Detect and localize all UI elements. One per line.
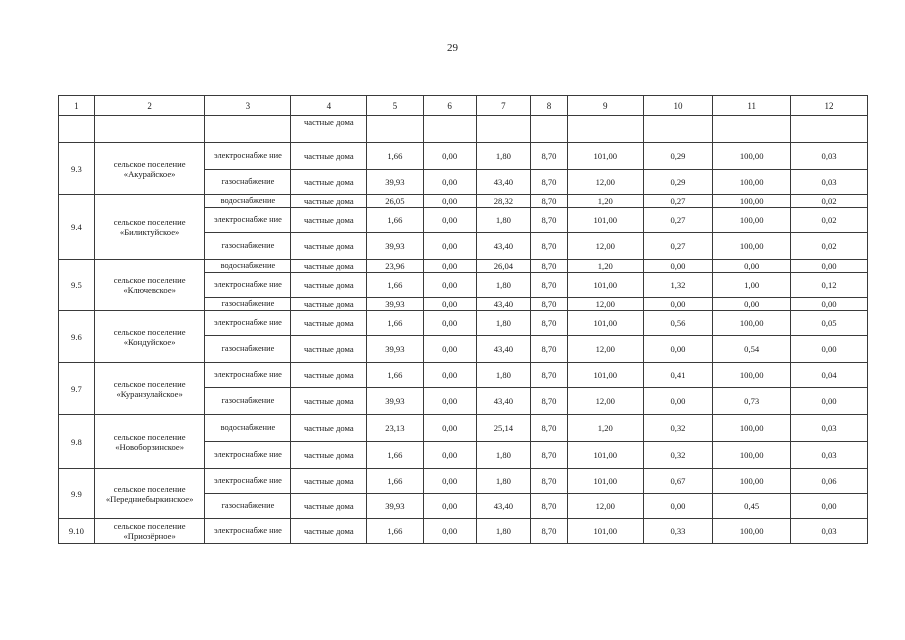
header-cell: 5 xyxy=(367,96,423,116)
service-cell: газоснабжение xyxy=(205,494,291,519)
value-cell: 0,67 xyxy=(643,469,713,494)
value-cell: 0,00 xyxy=(423,442,476,469)
value-cell: 0,27 xyxy=(643,208,713,233)
value-cell: 12,00 xyxy=(567,233,643,260)
value-cell: 8,70 xyxy=(531,415,568,442)
group-number-cell: 9.7 xyxy=(59,363,95,415)
value-cell: 100,00 xyxy=(713,311,791,336)
value-cell: 39,93 xyxy=(367,388,423,415)
value-cell: 8,70 xyxy=(531,519,568,544)
value-cell: 100,00 xyxy=(713,170,791,195)
value-cell: 0,33 xyxy=(643,519,713,544)
value-cell: 1,66 xyxy=(367,519,423,544)
value-cell: 8,70 xyxy=(531,388,568,415)
service-cell: электроснабже ние xyxy=(205,311,291,336)
value-cell: 100,00 xyxy=(713,415,791,442)
service-cell: электроснабже ние xyxy=(205,519,291,544)
value-cell: 8,70 xyxy=(531,494,568,519)
value-cell: 0,41 xyxy=(643,363,713,388)
table-cell xyxy=(367,116,423,143)
settlement-cell: сельское поселение «Приозёрное» xyxy=(94,519,205,544)
header-row xyxy=(59,96,868,116)
service-cell: электроснабже ние xyxy=(205,208,291,233)
service-cell: водоснабжение xyxy=(205,415,291,442)
value-cell: 1,80 xyxy=(476,273,530,298)
header-cell: 2 xyxy=(94,96,205,116)
value-cell: 39,93 xyxy=(367,298,423,311)
table-row xyxy=(59,195,868,208)
value-cell: 1,20 xyxy=(567,195,643,208)
value-cell: 26,05 xyxy=(367,195,423,208)
value-cell: 0,00 xyxy=(423,143,476,170)
table-body xyxy=(59,96,868,544)
table-cell xyxy=(531,116,568,143)
value-cell: 1,80 xyxy=(476,363,530,388)
value-cell: 1,80 xyxy=(476,469,530,494)
value-cell: 12,00 xyxy=(567,336,643,363)
housing-cell: частные дома xyxy=(291,469,367,494)
value-cell: 0,00 xyxy=(423,208,476,233)
value-cell: 1,00 xyxy=(713,273,791,298)
value-cell: 26,04 xyxy=(476,260,530,273)
value-cell: 8,70 xyxy=(531,298,568,311)
value-cell: 0,32 xyxy=(643,415,713,442)
housing-cell: частные дома xyxy=(291,143,367,170)
value-cell: 12,00 xyxy=(567,494,643,519)
service-cell: электроснабже ние xyxy=(205,442,291,469)
value-cell: 100,00 xyxy=(713,363,791,388)
service-cell: электроснабже ние xyxy=(205,143,291,170)
value-cell: 101,00 xyxy=(567,273,643,298)
value-cell: 0,04 xyxy=(791,363,868,388)
housing-cell: частные дома xyxy=(291,195,367,208)
value-cell: 1,80 xyxy=(476,208,530,233)
value-cell: 0,00 xyxy=(423,273,476,298)
service-cell: газоснабжение xyxy=(205,336,291,363)
value-cell: 1,80 xyxy=(476,311,530,336)
service-cell: газоснабжение xyxy=(205,388,291,415)
value-cell: 0,00 xyxy=(423,336,476,363)
value-cell: 0,27 xyxy=(643,233,713,260)
value-cell: 0,00 xyxy=(423,494,476,519)
value-cell: 1,20 xyxy=(567,415,643,442)
value-cell: 0,00 xyxy=(791,388,868,415)
group-number-cell: 9.9 xyxy=(59,469,95,519)
header-cell: 7 xyxy=(476,96,530,116)
value-cell: 1,80 xyxy=(476,519,530,544)
table-row xyxy=(59,415,868,442)
header-cell: 6 xyxy=(423,96,476,116)
group-number-cell: 9.4 xyxy=(59,195,95,260)
housing-cell: частные дома xyxy=(291,494,367,519)
value-cell: 101,00 xyxy=(567,208,643,233)
value-cell: 25,14 xyxy=(476,415,530,442)
table-cell xyxy=(713,116,791,143)
value-cell: 8,70 xyxy=(531,195,568,208)
value-cell: 28,32 xyxy=(476,195,530,208)
value-cell: 39,93 xyxy=(367,336,423,363)
value-cell: 0,00 xyxy=(643,298,713,311)
table-cell xyxy=(94,116,205,143)
table-cell xyxy=(423,116,476,143)
value-cell: 0,00 xyxy=(643,336,713,363)
value-cell: 12,00 xyxy=(567,170,643,195)
value-cell: 101,00 xyxy=(567,469,643,494)
value-cell: 0,00 xyxy=(643,260,713,273)
settlement-cell: сельское поселение «Новоборзинское» xyxy=(94,415,205,469)
value-cell: 0,29 xyxy=(643,143,713,170)
value-cell: 100,00 xyxy=(713,195,791,208)
table-row xyxy=(59,143,868,170)
settlement-cell: сельское поселение «Акурайское» xyxy=(94,143,205,195)
value-cell: 8,70 xyxy=(531,363,568,388)
value-cell: 100,00 xyxy=(713,469,791,494)
value-cell: 101,00 xyxy=(567,143,643,170)
header-cell: 3 xyxy=(205,96,291,116)
table-cell xyxy=(59,116,95,143)
value-cell: 43,40 xyxy=(476,336,530,363)
table-cell xyxy=(205,116,291,143)
value-cell: 100,00 xyxy=(713,143,791,170)
value-cell: 0,29 xyxy=(643,170,713,195)
value-cell: 39,93 xyxy=(367,233,423,260)
value-cell: 0,00 xyxy=(791,494,868,519)
value-cell: 0,00 xyxy=(423,415,476,442)
value-cell: 8,70 xyxy=(531,469,568,494)
housing-cell: частные дома xyxy=(291,363,367,388)
value-cell: 101,00 xyxy=(567,519,643,544)
value-cell: 39,93 xyxy=(367,494,423,519)
value-cell: 0,03 xyxy=(791,442,868,469)
table-row xyxy=(59,260,868,273)
housing-cell: частные дома xyxy=(291,415,367,442)
settlement-cell: сельское поселение «Кондуйское» xyxy=(94,311,205,363)
value-cell: 1,66 xyxy=(367,143,423,170)
value-cell: 12,00 xyxy=(567,388,643,415)
settlement-cell: сельское поселение «Куранзулайское» xyxy=(94,363,205,415)
group-number-cell: 9.8 xyxy=(59,415,95,469)
value-cell: 0,00 xyxy=(791,298,868,311)
value-cell: 1,66 xyxy=(367,469,423,494)
service-cell: газоснабжение xyxy=(205,233,291,260)
service-cell: электроснабже ние xyxy=(205,469,291,494)
value-cell: 100,00 xyxy=(713,233,791,260)
value-cell: 43,40 xyxy=(476,170,530,195)
housing-cell: частные дома xyxy=(291,442,367,469)
header-cell: 4 xyxy=(291,96,367,116)
value-cell: 0,00 xyxy=(713,298,791,311)
housing-cell: частные дома xyxy=(291,208,367,233)
value-cell: 23,13 xyxy=(367,415,423,442)
value-cell: 0,00 xyxy=(643,494,713,519)
value-cell: 0,00 xyxy=(423,260,476,273)
value-cell: 0,00 xyxy=(791,260,868,273)
value-cell: 0,32 xyxy=(643,442,713,469)
value-cell: 0,00 xyxy=(423,519,476,544)
value-cell: 1,80 xyxy=(476,143,530,170)
value-cell: 0,54 xyxy=(713,336,791,363)
value-cell: 0,00 xyxy=(423,388,476,415)
header-cell: 8 xyxy=(531,96,568,116)
table-row xyxy=(59,363,868,388)
settlement-cell: сельское поселение «Передниебыркинское» xyxy=(94,469,205,519)
value-cell: 0,27 xyxy=(643,195,713,208)
group-number-cell: 9.10 xyxy=(59,519,95,544)
value-cell: 101,00 xyxy=(567,311,643,336)
service-cell: электроснабже ние xyxy=(205,273,291,298)
value-cell: 8,70 xyxy=(531,143,568,170)
value-cell: 0,02 xyxy=(791,195,868,208)
header-cell: 12 xyxy=(791,96,868,116)
value-cell: 8,70 xyxy=(531,260,568,273)
table-cell xyxy=(791,116,868,143)
value-cell: 8,70 xyxy=(531,442,568,469)
value-cell: 0,03 xyxy=(791,415,868,442)
table-cell xyxy=(567,116,643,143)
value-cell: 0,00 xyxy=(423,311,476,336)
housing-cell: частные дома xyxy=(291,298,367,311)
housing-cell: частные дома xyxy=(291,233,367,260)
value-cell: 0,02 xyxy=(791,208,868,233)
header-cell: 11 xyxy=(713,96,791,116)
value-cell: 100,00 xyxy=(713,442,791,469)
value-cell: 1,66 xyxy=(367,311,423,336)
housing-cell: частные дома xyxy=(291,170,367,195)
group-number-cell: 9.6 xyxy=(59,311,95,363)
value-cell: 0,00 xyxy=(423,298,476,311)
value-cell: 1,66 xyxy=(367,208,423,233)
table-row xyxy=(59,519,868,544)
tariff-table xyxy=(58,95,868,544)
housing-cell: частные дома xyxy=(291,388,367,415)
housing-cell: частные дома xyxy=(291,311,367,336)
value-cell: 0,73 xyxy=(713,388,791,415)
header-cell: 9 xyxy=(567,96,643,116)
value-cell: 8,70 xyxy=(531,170,568,195)
value-cell: 0,03 xyxy=(791,170,868,195)
value-cell: 43,40 xyxy=(476,388,530,415)
value-cell: 0,00 xyxy=(423,363,476,388)
value-cell: 0,03 xyxy=(791,143,868,170)
value-cell: 100,00 xyxy=(713,519,791,544)
header-cell: 1 xyxy=(59,96,95,116)
header-cell: 10 xyxy=(643,96,713,116)
value-cell: 0,00 xyxy=(423,195,476,208)
value-cell: 8,70 xyxy=(531,273,568,298)
service-cell: водоснабжение xyxy=(205,195,291,208)
value-cell: 0,06 xyxy=(791,469,868,494)
table-cell xyxy=(643,116,713,143)
value-cell: 0,45 xyxy=(713,494,791,519)
continuation-row xyxy=(59,116,868,143)
value-cell: 1,20 xyxy=(567,260,643,273)
settlement-cell: сельское поселение «Биликтуйское» xyxy=(94,195,205,260)
value-cell: 12,00 xyxy=(567,298,643,311)
page-number: 29 xyxy=(447,42,458,54)
housing-cell: частные дома xyxy=(291,519,367,544)
housing-cell: частные дома xyxy=(291,260,367,273)
value-cell: 8,70 xyxy=(531,208,568,233)
service-cell: водоснабжение xyxy=(205,260,291,273)
group-number-cell: 9.5 xyxy=(59,260,95,311)
value-cell: 100,00 xyxy=(713,208,791,233)
group-number-cell: 9.3 xyxy=(59,143,95,195)
service-cell: газоснабжение xyxy=(205,170,291,195)
value-cell: 101,00 xyxy=(567,363,643,388)
value-cell: 0,00 xyxy=(643,388,713,415)
value-cell: 0,00 xyxy=(423,170,476,195)
value-cell: 1,66 xyxy=(367,442,423,469)
value-cell: 0,00 xyxy=(713,260,791,273)
value-cell: 0,00 xyxy=(791,336,868,363)
housing-cell: частные дома xyxy=(291,116,367,143)
table-row xyxy=(59,311,868,336)
value-cell: 0,00 xyxy=(423,233,476,260)
value-cell: 8,70 xyxy=(531,311,568,336)
housing-cell: частные дома xyxy=(291,273,367,298)
value-cell: 0,12 xyxy=(791,273,868,298)
value-cell: 0,56 xyxy=(643,311,713,336)
service-cell: электроснабже ние xyxy=(205,363,291,388)
value-cell: 1,66 xyxy=(367,273,423,298)
value-cell: 0,02 xyxy=(791,233,868,260)
value-cell: 1,66 xyxy=(367,363,423,388)
value-cell: 0,03 xyxy=(791,519,868,544)
housing-cell: частные дома xyxy=(291,336,367,363)
value-cell: 43,40 xyxy=(476,298,530,311)
value-cell: 101,00 xyxy=(567,442,643,469)
value-cell: 1,80 xyxy=(476,442,530,469)
value-cell: 8,70 xyxy=(531,233,568,260)
table-cell xyxy=(476,116,530,143)
value-cell: 23,96 xyxy=(367,260,423,273)
value-cell: 0,00 xyxy=(423,469,476,494)
value-cell: 8,70 xyxy=(531,336,568,363)
value-cell: 43,40 xyxy=(476,494,530,519)
service-cell: газоснабжение xyxy=(205,298,291,311)
table-row xyxy=(59,469,868,494)
value-cell: 43,40 xyxy=(476,233,530,260)
value-cell: 0,05 xyxy=(791,311,868,336)
value-cell: 1,32 xyxy=(643,273,713,298)
settlement-cell: сельское поселение «Ключевское» xyxy=(94,260,205,311)
value-cell: 39,93 xyxy=(367,170,423,195)
